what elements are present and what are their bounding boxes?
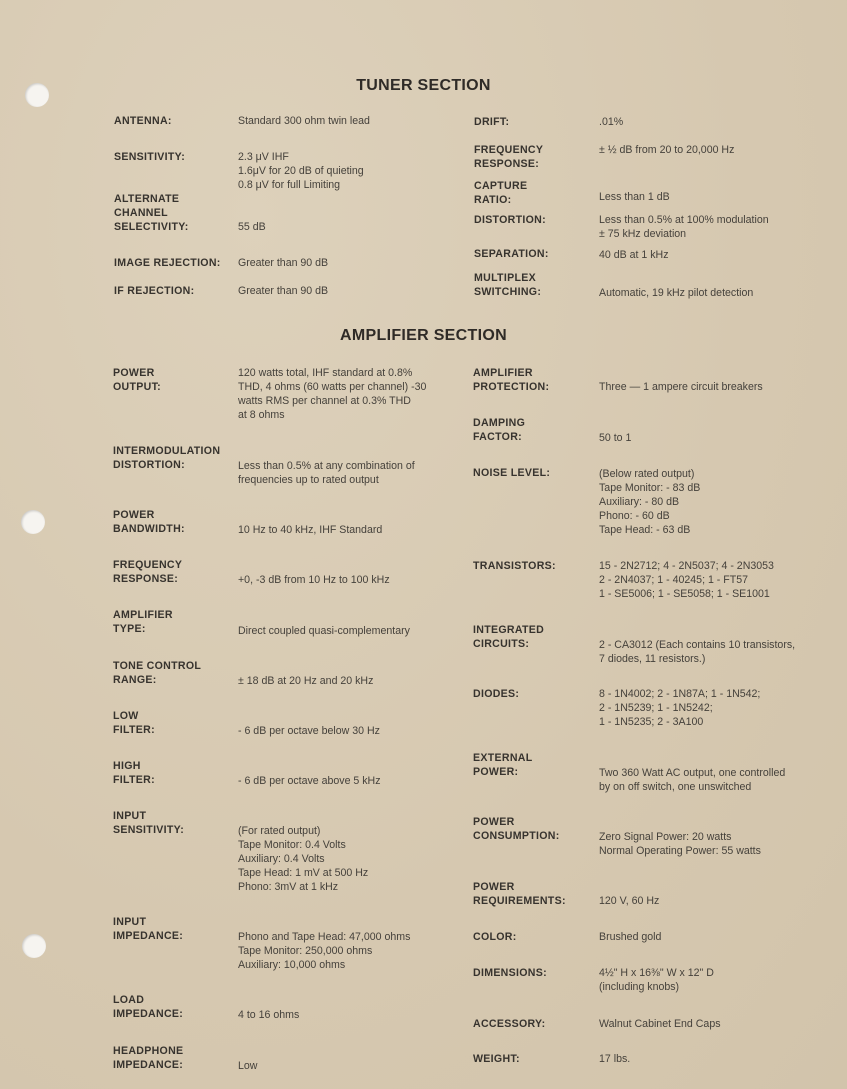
amplifier-load-impedance-value <box>238 1008 299 1022</box>
value-line: frequencies up to rated output <box>238 474 379 486</box>
value-line: 50 to 1 <box>599 432 632 444</box>
tuner-image-rejection-label <box>114 256 221 270</box>
amplifier-noise-level-label <box>473 466 550 480</box>
label-line: DAMPING <box>473 417 526 429</box>
label-line: SWITCHING: <box>474 286 542 298</box>
value-line: 55 dB <box>238 221 266 233</box>
tuner-capture-ratio-label <box>474 179 527 207</box>
value-line: Normal Operating Power: 55 watts <box>599 845 761 857</box>
value-line: Automatic, 19 kHz pilot detection <box>599 287 754 299</box>
label-line: CIRCUITS: <box>473 638 530 650</box>
label-line: POWER: <box>473 766 519 778</box>
label-line: IMAGE REJECTION: <box>114 257 221 269</box>
amplifier-damping-factor-label <box>473 416 525 444</box>
value-line: Direct coupled quasi-complementary <box>238 625 410 637</box>
value-line: Greater than 90 dB <box>238 285 329 297</box>
label-line: POWER <box>473 816 515 828</box>
value-line: ± 18 dB at 20 Hz and 20 kHz <box>238 675 374 687</box>
value-line: .01% <box>599 116 624 128</box>
value-line: Tape Head: 1 mV at 500 Hz <box>238 867 369 879</box>
amplifier-intermodulation-distortion-value <box>238 459 415 487</box>
label-line: ALTERNATE <box>114 193 180 205</box>
amplifier-integrated-circuits-value <box>599 638 795 666</box>
value-line: Phono: - 60 dB <box>599 510 670 522</box>
value-line: ± 75 kHz deviation <box>599 228 687 240</box>
label-line: SENSITIVITY: <box>114 151 186 163</box>
value-line: Two 360 Watt AC output, one controlled <box>599 767 786 779</box>
label-line: BANDWIDTH: <box>113 523 185 535</box>
label-line: HEADPHONE <box>113 1045 184 1057</box>
label-line: RESPONSE: <box>474 158 540 170</box>
amplifier-diodes-label <box>473 687 519 701</box>
amplifier-transistors-label <box>473 559 556 573</box>
amplifier-power-consumption-label <box>473 815 560 843</box>
amplifier-section-title: AMPLIFIER SECTION <box>340 327 507 344</box>
value-line: 4½" H x 16⅜" W x 12" D <box>599 967 714 979</box>
value-line: 2 - CA3012 (Each contains 10 transistors, <box>599 639 796 651</box>
value-line: THD, 4 ohms (60 watts per channel) -30 <box>238 381 427 393</box>
tuner-alternate-channel-selectivity-value <box>238 220 266 234</box>
amplifier-color-label <box>473 930 517 944</box>
amplifier-input-impedance-label <box>113 915 183 943</box>
tuner-capture-ratio-value <box>599 190 670 204</box>
label-line: SEPARATION: <box>474 248 549 260</box>
amplifier-headphone-impedance-value <box>238 1059 257 1073</box>
amplifier-amplifier-type-value <box>238 624 410 638</box>
amplifier-tone-control-range-value <box>238 674 373 688</box>
value-line: 1 - SE5006; 1 - SE5058; 1 - SE1001 <box>599 588 770 600</box>
value-line: 2 - 2N4037; 1 - 40245; 1 - FT57 <box>599 574 748 586</box>
value-line: 17 lbs. <box>599 1053 631 1065</box>
tuner-distortion-label <box>474 213 546 227</box>
value-line: Greater than 90 dB <box>238 257 329 269</box>
amplifier-load-impedance-label <box>113 993 183 1021</box>
value-line: 0.8 μV for full Limiting <box>238 179 341 191</box>
value-line: Auxiliary: - 80 dB <box>599 496 680 508</box>
label-line: SELECTIVITY: <box>114 221 189 233</box>
value-line: (Below rated output) <box>599 468 695 480</box>
value-line: Auxiliary: 0.4 Volts <box>238 853 325 865</box>
label-line: INTERMODULATION <box>113 445 221 457</box>
label-line: DISTORTION: <box>474 214 546 226</box>
amplifier-weight-value <box>599 1052 630 1066</box>
value-line: Tape Head: - 63 dB <box>599 524 691 536</box>
label-line: SENSITIVITY: <box>113 824 185 836</box>
value-line: Less than 1 dB <box>599 191 670 203</box>
amplifier-headphone-impedance-label <box>113 1044 183 1072</box>
amplifier-high-filter-label <box>113 759 155 787</box>
amplifier-external-power-value <box>599 766 785 794</box>
amplifier-noise-level-value <box>599 467 700 537</box>
label-line: DISTORTION: <box>113 459 185 471</box>
amplifier-amplifier-type-label <box>113 608 173 636</box>
value-line: at 8 ohms <box>238 409 285 421</box>
label-line: EXTERNAL <box>473 752 533 764</box>
label-line: TONE CONTROL <box>113 660 202 672</box>
tuner-if-rejection-label <box>114 284 194 298</box>
value-line: (including knobs) <box>599 981 680 993</box>
amplifier-power-output-value <box>238 366 426 422</box>
label-line: INPUT <box>113 810 147 822</box>
label-line: DIMENSIONS: <box>473 967 547 979</box>
value-line: Less than 0.5% at any combination of <box>238 460 415 472</box>
amplifier-power-requirements-label <box>473 880 566 908</box>
tuner-sensitivity-label <box>114 150 185 164</box>
label-line: CHANNEL <box>114 207 168 219</box>
label-line: POWER <box>113 367 155 379</box>
tuner-separation-label <box>474 247 549 261</box>
amplifier-damping-factor-value <box>599 431 631 445</box>
label-line: IMPEDANCE: <box>113 930 184 942</box>
tuner-sensitivity-value <box>238 150 364 192</box>
label-line: POWER <box>113 509 155 521</box>
label-line: DIODES: <box>473 688 520 700</box>
value-line: Phono: 3mV at 1 kHz <box>238 881 339 893</box>
value-line: 1 - 1N5235; 2 - 3A100 <box>599 716 704 728</box>
amplifier-tone-control-range-label <box>113 659 201 687</box>
tuner-section-title: TUNER SECTION <box>356 77 491 94</box>
value-line: watts RMS per channel at 0.3% THD <box>238 395 411 407</box>
amplifier-power-bandwidth-label <box>113 508 185 536</box>
value-line: 120 V, 60 Hz <box>599 895 660 907</box>
amplifier-frequency-response-value <box>238 573 390 587</box>
amplifier-power-bandwidth-value <box>238 523 382 537</box>
label-line: IMPEDANCE: <box>113 1059 184 1071</box>
label-line: ANTENNA: <box>114 115 172 127</box>
amplifier-diodes-value <box>599 687 760 729</box>
amplifier-external-power-label <box>473 751 533 779</box>
label-line: OUTPUT: <box>113 381 162 393</box>
value-line: Tape Monitor: - 83 dB <box>599 482 701 494</box>
tuner-drift-label <box>474 115 509 129</box>
value-line: Three — 1 ampere circuit breakers <box>599 381 763 393</box>
label-line: FREQUENCY <box>113 559 183 571</box>
value-line: Auxiliary: 10,000 ohms <box>238 959 346 971</box>
label-line: DRIFT: <box>474 116 510 128</box>
label-line: REQUIREMENTS: <box>473 895 566 907</box>
label-line: RESPONSE: <box>113 573 179 585</box>
amplifier-dimensions-value <box>599 966 714 994</box>
value-line: Phono and Tape Head: 47,000 ohms <box>238 931 411 943</box>
tuner-image-rejection-value <box>238 256 328 270</box>
amplifier-accessory-label <box>473 1017 545 1031</box>
tuner-separation-value <box>599 248 669 262</box>
tuner-antenna-label <box>114 114 172 128</box>
amplifier-power-output-label <box>113 366 161 394</box>
label-line: TYPE: <box>113 623 146 635</box>
label-line: WEIGHT: <box>473 1053 520 1065</box>
label-line: ACCESSORY: <box>473 1018 546 1030</box>
amplifier-amplifier-protection-value <box>599 380 763 394</box>
tuner-distortion-value <box>599 213 769 241</box>
label-line: INTEGRATED <box>473 624 545 636</box>
value-line: +0, -3 dB from 10 Hz to 100 kHz <box>238 574 390 586</box>
label-line: TRANSISTORS: <box>473 560 556 572</box>
value-line: ± ½ dB from 20 to 20,000 Hz <box>599 144 735 156</box>
amplifier-input-sensitivity-label <box>113 809 184 837</box>
label-line: LOAD <box>113 994 145 1006</box>
amplifier-low-filter-label <box>113 709 155 737</box>
amplifier-low-filter-value <box>238 724 380 738</box>
value-line: 10 Hz to 40 kHz, IHF Standard <box>238 524 383 536</box>
amplifier-amplifier-protection-label <box>473 366 549 394</box>
tuner-antenna-value <box>238 114 370 128</box>
value-line: by on off switch, one unswitched <box>599 781 752 793</box>
value-line: 2 - 1N5239; 1 - 1N5242; <box>599 702 713 714</box>
value-line: Tape Monitor: 250,000 ohms <box>238 945 373 957</box>
label-line: FILTER: <box>113 724 155 736</box>
label-line: RANGE: <box>113 674 157 686</box>
label-line: IF REJECTION: <box>114 285 195 297</box>
tuner-multiplex-switching-value <box>599 286 753 300</box>
label-line: FILTER: <box>113 774 155 786</box>
amplifier-intermodulation-distortion-label <box>113 444 220 472</box>
amplifier-input-sensitivity-value <box>238 824 368 894</box>
label-line: FREQUENCY <box>474 144 544 156</box>
value-line: 4 to 16 ohms <box>238 1009 300 1021</box>
value-line: 120 watts total, IHF standard at 0.8% <box>238 367 413 379</box>
value-line: 7 diodes, 11 resistors.) <box>599 653 706 665</box>
value-line: Standard 300 ohm twin lead <box>238 115 370 127</box>
amplifier-frequency-response-label <box>113 558 182 586</box>
value-line: 8 - 1N4002; 2 - 1N87A; 1 - 1N542; <box>599 688 761 700</box>
value-line: Zero Signal Power: 20 watts <box>599 831 732 843</box>
tuner-if-rejection-value <box>238 284 328 298</box>
label-line: CONSUMPTION: <box>473 830 560 842</box>
label-line: IMPEDANCE: <box>113 1008 184 1020</box>
tuner-frequency-response-value <box>599 143 734 157</box>
tuner-multiplex-switching-label <box>474 271 541 299</box>
amplifier-dimensions-label <box>473 966 547 980</box>
label-line: COLOR: <box>473 931 517 943</box>
label-line: AMPLIFIER <box>113 609 173 621</box>
value-line: 40 dB at 1 kHz <box>599 249 669 261</box>
label-line: NOISE LEVEL: <box>473 467 551 479</box>
label-line: HIGH <box>113 760 141 772</box>
amplifier-accessory-value <box>599 1017 721 1031</box>
amplifier-power-requirements-value <box>599 894 659 908</box>
binder-hole-middle <box>21 510 45 534</box>
value-line: Low <box>238 1060 258 1072</box>
amplifier-weight-label <box>473 1052 520 1066</box>
amplifier-integrated-circuits-label <box>473 623 544 651</box>
value-line: 2.3 μV IHF <box>238 151 289 163</box>
label-line: PROTECTION: <box>473 381 550 393</box>
label-line: INPUT <box>113 916 147 928</box>
value-line: (For rated output) <box>238 825 321 837</box>
value-line: Walnut Cabinet End Caps <box>599 1018 721 1030</box>
amplifier-color-value <box>599 930 661 944</box>
value-line: - 6 dB per octave below 30 Hz <box>238 725 380 737</box>
value-line: - 6 dB per octave above 5 kHz <box>238 775 381 787</box>
value-line: Brushed gold <box>599 931 662 943</box>
label-line: RATIO: <box>474 194 512 206</box>
tuner-drift-value <box>599 115 623 129</box>
label-line: POWER <box>473 881 515 893</box>
amplifier-high-filter-value <box>238 774 381 788</box>
binder-hole-bottom <box>22 934 46 958</box>
value-line: 15 - 2N2712; 4 - 2N5037; 4 - 2N3053 <box>599 560 774 572</box>
value-line: 1.6μV for 20 dB of quieting <box>238 165 364 177</box>
value-line: Less than 0.5% at 100% modulation <box>599 214 769 226</box>
label-line: FACTOR: <box>473 431 522 443</box>
amplifier-power-consumption-value <box>599 830 761 858</box>
label-line: MULTIPLEX <box>474 272 536 284</box>
value-line: Tape Monitor: 0.4 Volts <box>238 839 346 851</box>
label-line: AMPLIFIER <box>473 367 533 379</box>
tuner-alternate-channel-selectivity-label <box>114 192 189 234</box>
label-line: CAPTURE <box>474 180 528 192</box>
label-line: LOW <box>113 710 139 722</box>
amplifier-transistors-value <box>599 559 774 601</box>
amplifier-input-impedance-value <box>238 930 410 972</box>
tuner-frequency-response-label <box>474 143 543 171</box>
